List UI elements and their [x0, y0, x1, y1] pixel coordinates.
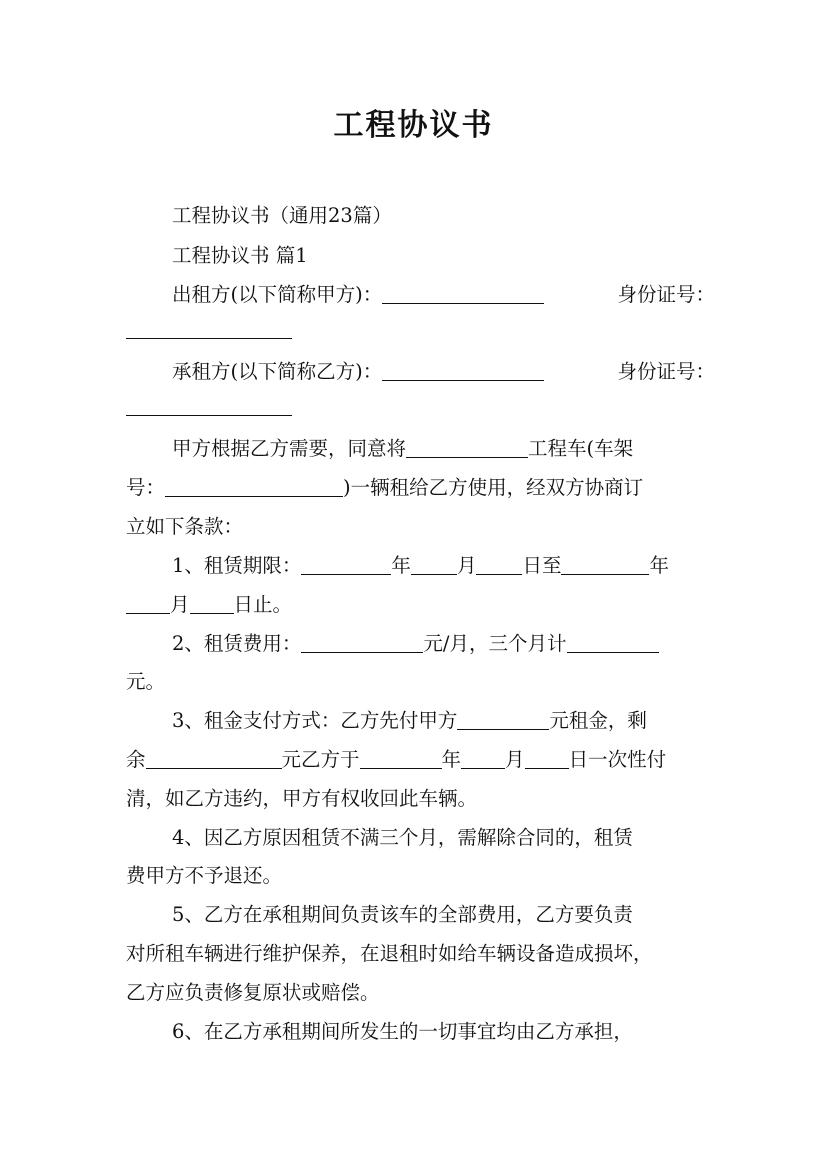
- blank-field: [190, 594, 234, 615]
- blank-field: [126, 319, 292, 340]
- lessor-label: 出租方(以下简称甲方)：: [172, 279, 544, 307]
- blank-field: [476, 555, 522, 576]
- section-heading: 工程协议书 篇1: [172, 244, 308, 267]
- blank-field: [126, 594, 170, 615]
- blank-field: [301, 633, 423, 654]
- blank-field: [406, 438, 528, 459]
- id-label: 身份证号：: [617, 360, 715, 383]
- blank-field: [360, 749, 442, 770]
- blank-field: [382, 284, 544, 305]
- blank-field: [461, 749, 505, 770]
- blank-field: [301, 555, 391, 576]
- blank-field: [457, 710, 549, 731]
- id-label: 身份证号：: [617, 283, 715, 306]
- lessee-label: 承租方(以下简称乙方)：: [172, 356, 544, 384]
- blank-field: [126, 396, 292, 417]
- document-title: 工程协议书: [333, 108, 494, 143]
- subtitle-text: 工程协议书（通用23篇）: [172, 204, 392, 227]
- blank-field: [165, 477, 343, 498]
- blank-field: [382, 361, 544, 382]
- blank-field: [411, 555, 457, 576]
- blank-field: [525, 749, 569, 770]
- blank-field: [146, 749, 282, 770]
- blank-field: [567, 633, 659, 654]
- blank-field: [561, 555, 649, 576]
